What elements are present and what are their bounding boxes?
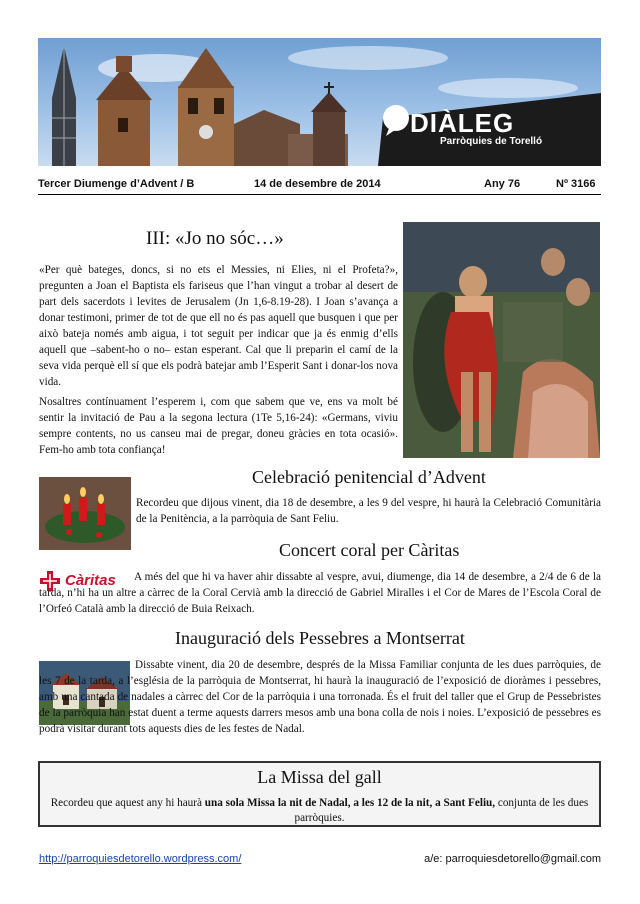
issue-number: Nº 3166 — [556, 178, 596, 190]
caritas-logo-text: Càritas — [65, 572, 116, 589]
baptism-painting-image — [403, 222, 600, 458]
section-title-penitencial: Celebració penitencial d’Advent — [252, 467, 486, 487]
page-title: III: «Jo no sóc…» — [146, 228, 284, 249]
logo-title: DIÀLEG — [410, 108, 515, 138]
issue-year: Any 76 — [484, 178, 521, 190]
section-text-concert: A més del que hi va haver ahir dissabte al vespre, avui, diumenge, dia 14 de desembre, a 2/4 de 6 de la tarda, n’hi ha un altre a càrrec de la Coral Cervià amb la direcció de Gabriel Miralles i el Cor de Mares de l’Escola Coral de l’Orfeó Català amb la direcció de Buia Reixach. — [39, 571, 601, 615]
logo-subtitle: Parròquies de Torelló — [440, 136, 543, 147]
section-title-pessebres: Inauguració dels Pessebres a Montserrat — [175, 628, 465, 648]
box-title: La Missa del gall — [257, 767, 382, 787]
main-paragraph-1: «Per què bateges, doncs, si no ets el Messies, ni Elies, ni el Profeta?», pregunten a Joan el Baptista els fariseus que l’han vingut a trobar al desert de part dels sacerdots i levites de Jerusalem (Jn 1,6-8.19-28). I Joan s’avança a donar testimoni, primer de tot de que ell no és pas aquell que busquen i que per això bateja només amb aigua, i tot seguit per indicar que ja és enmig d’ells aquell que –sabent-ho o no– estan esperant. Cal que li preparin el camí de la seva vida perquè ell sí que els podrà batejar amb l’Esperit Sant i donar-los nova vida. — [39, 264, 398, 388]
advent-wreath-image — [39, 477, 131, 550]
missa-del-gall-box — [38, 761, 601, 827]
main-paragraph-2: Nosaltres contínuament l’esperem i, com que sabem que ve, ens va molt bé sentir la invitació de Pau a la segona lectura (1Te 5,16-24): «Germans, viviu sempre contents, no us canseu mai de pregar, doneu gràcies en tota ocasió». Fem-ho amb tota confiança! — [39, 396, 398, 456]
contact-email: a/e: parroquiesdetorello@gmail.com — [424, 853, 601, 865]
masthead-banner — [38, 38, 601, 166]
box-text-before: Recordeu que aquest any hi haurà — [50, 797, 205, 809]
liturgical-sunday: Tercer Diumenge d’Advent / B — [38, 178, 195, 190]
website-link[interactable]: http://parroquiesdetorello.wordpress.com/ — [39, 853, 242, 865]
section-text-penitencial: Recordeu que dijous vinent, dia 18 de desembre, a les 9 del vespre, hi haurà la Celebració Comunitària de la Penitència, a la parròquia de Sant Feliu. — [136, 497, 601, 525]
box-text-after: conjunta de les dues parròquies. — [294, 797, 589, 824]
issue-info-bar — [38, 172, 601, 195]
section-title-concert: Concert coral per Càritas — [279, 540, 460, 560]
section-text-pessebres: Dissabte vinent, dia 20 de desembre, després de la Missa Familiar conjunta de les dues parròquies, de les 7 de la tarda, a l’església de la parròquia de Montserrat, hi haurà la inauguració de l’exposició de dioràmes i pessebres, amb una cantada de nadales a càrrec del Cor de la parròquia i una torronada. És el fruit del taller que el Grup de Pessebristes de la parròquia han estat duent a terme aquests darrers mesos amb una bona colla de nois i noies. L’exposició de pessebres es podrà visitar durant tots aquests dies de les festes de Nadal. — [39, 659, 601, 735]
box-text-bold: una sola Missa la nit de Nadal, a les 12 de la nit, a Sant Feliu, — [204, 797, 496, 809]
issue-date: 14 de desembre de 2014 — [254, 178, 381, 190]
box-text — [46, 796, 593, 826]
